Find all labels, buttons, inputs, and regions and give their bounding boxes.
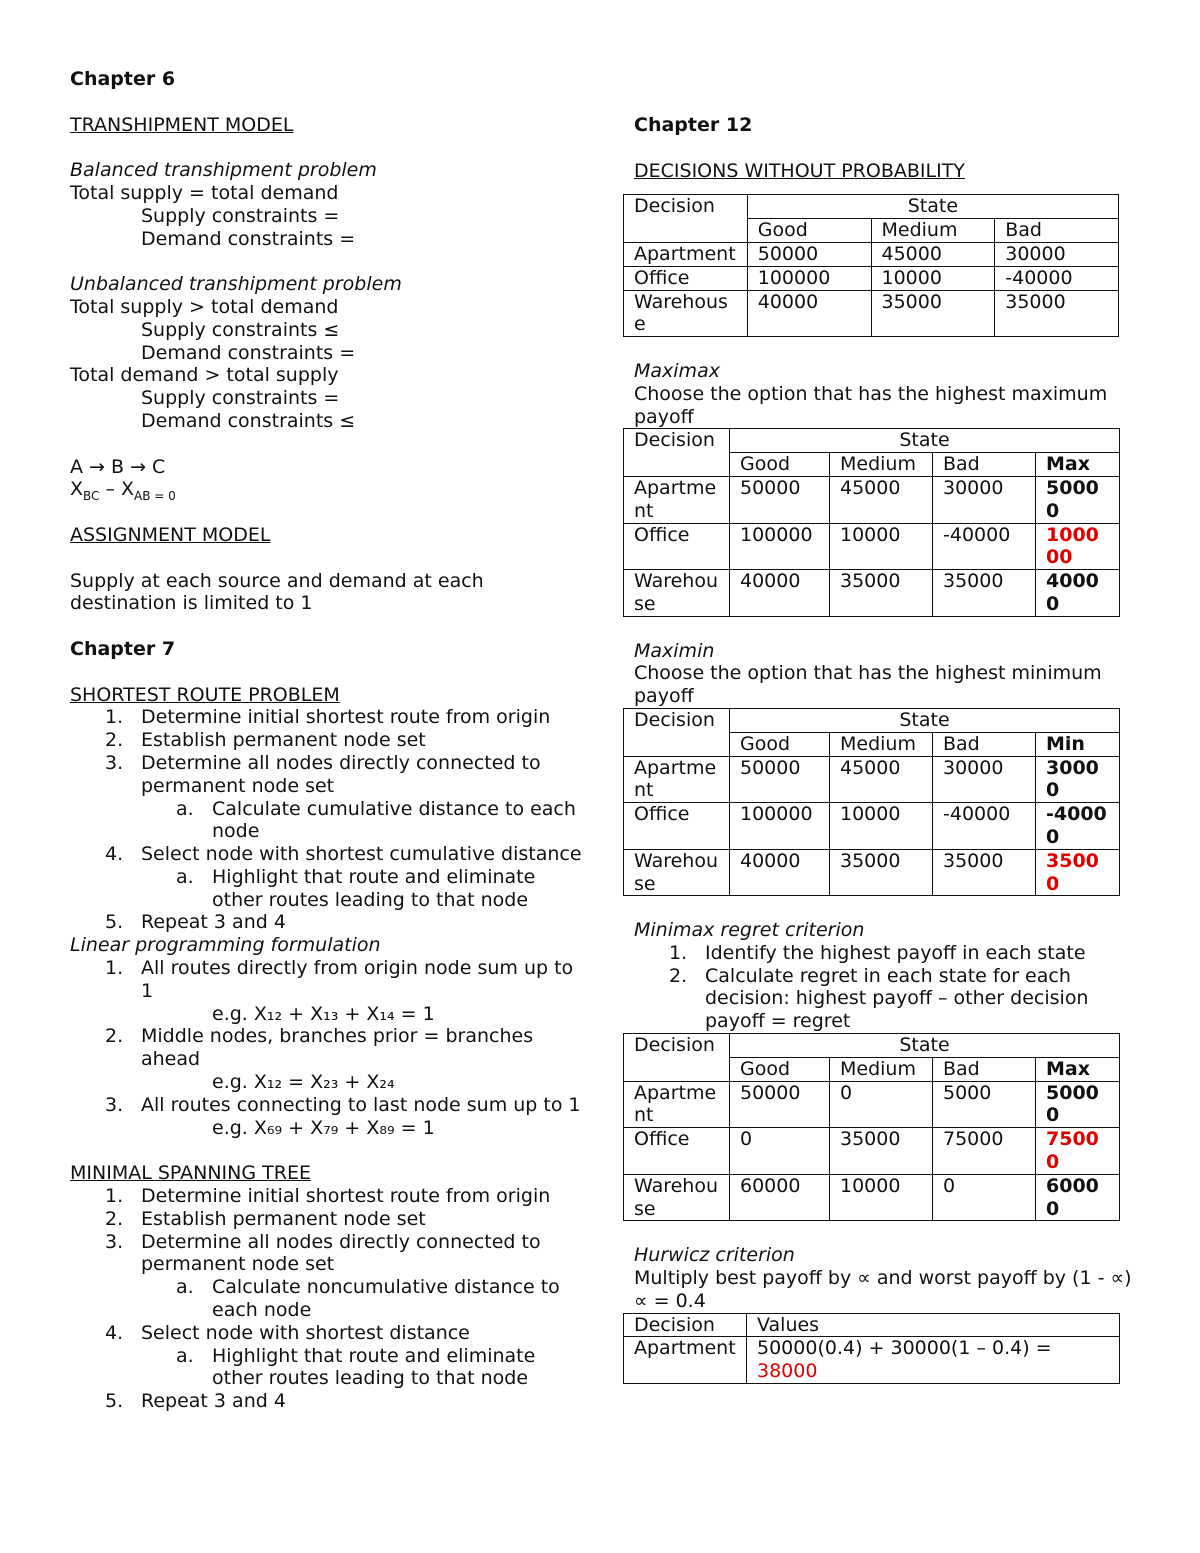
hurwicz-result: 38000 bbox=[757, 1360, 818, 1383]
header-decision: Decision bbox=[624, 708, 730, 756]
cell: 50000 bbox=[730, 1081, 830, 1128]
list-item bbox=[70, 706, 585, 729]
list-item bbox=[70, 957, 585, 1003]
list-text: All routes directly from origin node sum up to 1 bbox=[141, 957, 574, 1002]
unbalanced-line: Demand constraints ≤ bbox=[141, 409, 356, 432]
max-cell: 50000 bbox=[1036, 476, 1120, 523]
row-label: Office bbox=[624, 523, 730, 570]
header-bad: Bad bbox=[995, 219, 1119, 243]
list-item bbox=[70, 752, 585, 798]
list-text: Highlight that route and eliminate other routes leading to that node bbox=[212, 1344, 536, 1390]
cell: -40000 bbox=[933, 803, 1036, 850]
header-decision: Decision bbox=[624, 1034, 730, 1082]
maximax-table bbox=[623, 428, 1120, 616]
alpha-line: ∝ = 0.4 bbox=[634, 1289, 706, 1312]
list-number: 3. bbox=[105, 1093, 124, 1116]
assignment-text: Supply at each source and demand at each destination is limited to 1 bbox=[70, 569, 484, 615]
list-item bbox=[70, 866, 585, 912]
header-state: State bbox=[730, 429, 1120, 453]
list-item bbox=[70, 1094, 585, 1117]
cell: 10000 bbox=[871, 266, 995, 290]
table-row bbox=[624, 1034, 1120, 1058]
list-number: 2. bbox=[669, 964, 688, 987]
list-item bbox=[70, 1322, 585, 1345]
unbalanced-title: Unbalanced transhipment problem bbox=[70, 273, 402, 296]
list-number: 3. bbox=[105, 1230, 124, 1253]
table-row bbox=[624, 849, 1120, 896]
cell: 5000 bbox=[933, 1081, 1036, 1128]
list-item bbox=[70, 911, 585, 934]
list-item bbox=[70, 1390, 585, 1413]
header-bad: Bad bbox=[933, 453, 1036, 477]
cell: 30000 bbox=[933, 476, 1036, 523]
mst-heading: MINIMAL SPANNING TREE bbox=[70, 1162, 311, 1185]
assignment-heading: ASSIGNMENT MODEL bbox=[70, 523, 271, 546]
cell: 35000 bbox=[995, 290, 1119, 337]
list-text: All routes connecting to last node sum up to 1 bbox=[141, 1093, 581, 1116]
list-item bbox=[70, 1345, 585, 1391]
list-number: 4. bbox=[105, 1321, 124, 1344]
maximin-text: Choose the option that has the highest minimum payoff bbox=[634, 662, 1102, 708]
header-good: Good bbox=[730, 732, 830, 756]
table-row bbox=[624, 523, 1120, 570]
cell: 50000 bbox=[747, 242, 871, 266]
min-cell-highlight: 35000 bbox=[1036, 849, 1120, 896]
cell: -40000 bbox=[933, 523, 1036, 570]
max-cell: 50000 bbox=[1036, 1081, 1120, 1128]
list-number: 2. bbox=[105, 1025, 124, 1048]
table-row bbox=[624, 195, 1119, 219]
list-letter: a. bbox=[176, 797, 194, 820]
maximin-title: Maximin bbox=[634, 639, 715, 662]
cell: 40000 bbox=[747, 290, 871, 337]
example-line: e.g. X₁₂ + X₁₃ + X₁₄ = 1 bbox=[212, 1002, 435, 1025]
header-medium: Medium bbox=[830, 732, 933, 756]
header-state: State bbox=[730, 708, 1120, 732]
list-item bbox=[70, 729, 585, 752]
row-label: Warehouse bbox=[624, 290, 748, 337]
list-item bbox=[70, 1276, 585, 1322]
header-decision: Decision bbox=[624, 195, 748, 243]
cell: -40000 bbox=[995, 266, 1119, 290]
hurwicz-table bbox=[623, 1313, 1120, 1384]
max-cell-highlight: 100000 bbox=[1036, 523, 1120, 570]
hurwicz-text: Multiply best payoff by ∝ and worst payoff by (1 - ∝) bbox=[634, 1267, 1132, 1290]
list-number: 2. bbox=[105, 729, 124, 752]
cell: 0 bbox=[730, 1128, 830, 1175]
hurwicz-cell bbox=[747, 1337, 1120, 1384]
minus-x: – X bbox=[99, 478, 135, 501]
balanced-line: Total supply = total demand bbox=[70, 181, 339, 204]
header-state: State bbox=[747, 195, 1118, 219]
table-row bbox=[624, 1128, 1120, 1175]
cell: 40000 bbox=[730, 849, 830, 896]
list-text: Calculate noncumulative distance to each node bbox=[212, 1276, 560, 1322]
chapter-7-title: Chapter 7 bbox=[70, 637, 176, 660]
list-text: Repeat 3 and 4 bbox=[141, 1390, 286, 1413]
cell: 60000 bbox=[730, 1174, 830, 1221]
header-bad: Bad bbox=[933, 1057, 1036, 1081]
cell: 0 bbox=[933, 1174, 1036, 1221]
list-number: 1. bbox=[105, 957, 124, 980]
regret-title: Minimax regret criterion bbox=[634, 919, 865, 942]
max-cell-highlight: 75000 bbox=[1036, 1128, 1120, 1175]
subscript: AB = 0 bbox=[134, 489, 176, 504]
cell: 45000 bbox=[871, 242, 995, 266]
unbalanced-line: Total demand > total supply bbox=[70, 364, 339, 387]
cell: 30000 bbox=[995, 242, 1119, 266]
balanced-line: Supply constraints = bbox=[141, 204, 340, 227]
table-row bbox=[624, 290, 1119, 337]
flow-line: A → B → C bbox=[70, 455, 166, 478]
list-item bbox=[634, 965, 1144, 1033]
cell: 35000 bbox=[830, 849, 933, 896]
list-text: Highlight that route and eliminate other routes leading to that node bbox=[212, 865, 536, 911]
list-letter: a. bbox=[176, 1276, 194, 1299]
dwp-heading: DECISIONS WITHOUT PROBABILITY bbox=[634, 159, 965, 182]
table-row bbox=[624, 1174, 1120, 1221]
header-medium: Medium bbox=[871, 219, 995, 243]
row-label: Apartment bbox=[624, 1337, 747, 1384]
maximax-title: Maximax bbox=[634, 359, 720, 382]
list-number: 5. bbox=[105, 1390, 124, 1413]
list-item bbox=[70, 843, 585, 866]
row-label: Apartment bbox=[624, 476, 730, 523]
list-text: Establish permanent node set bbox=[141, 1207, 426, 1230]
payoff-table bbox=[623, 194, 1119, 337]
list-item bbox=[70, 1208, 585, 1231]
header-good: Good bbox=[747, 219, 871, 243]
cell: 35000 bbox=[830, 570, 933, 617]
header-bad: Bad bbox=[933, 732, 1036, 756]
table-row bbox=[624, 266, 1119, 290]
table-row bbox=[624, 242, 1119, 266]
list-text: Repeat 3 and 4 bbox=[141, 911, 286, 934]
header-max: Max bbox=[1036, 453, 1120, 477]
unbalanced-line: Total supply > total demand bbox=[70, 295, 339, 318]
header-min: Min bbox=[1036, 732, 1120, 756]
header-medium: Medium bbox=[830, 1057, 933, 1081]
list-item bbox=[70, 1231, 585, 1277]
transhipment-heading: TRANSHIPMENT MODEL bbox=[70, 113, 294, 136]
cell: 50000 bbox=[730, 476, 830, 523]
row-label: Apartment bbox=[624, 756, 730, 803]
cell: 0 bbox=[830, 1081, 933, 1128]
hurwicz-title: Hurwicz criterion bbox=[634, 1244, 795, 1267]
table-row bbox=[624, 570, 1120, 617]
example-line: e.g. X₁₂ = X₂₃ + X₂₄ bbox=[212, 1071, 395, 1094]
row-label: Office bbox=[624, 803, 730, 850]
table-row bbox=[624, 756, 1120, 803]
cell: 35000 bbox=[933, 849, 1036, 896]
list-text: Determine all nodes directly connected to permanent node set bbox=[141, 1230, 541, 1276]
list-item bbox=[70, 798, 585, 844]
table-row bbox=[624, 429, 1120, 453]
cell: 35000 bbox=[830, 1128, 933, 1175]
xbc-formula bbox=[70, 478, 585, 504]
min-cell: -40000 bbox=[1036, 803, 1120, 850]
list-text: Middle nodes, branches prior = branches ahead bbox=[141, 1025, 534, 1071]
cell: 50000 bbox=[730, 756, 830, 803]
right-column bbox=[634, 114, 1144, 1384]
list-text: Determine all nodes directly connected to permanent node set bbox=[141, 751, 541, 797]
header-decision: Decision bbox=[624, 429, 730, 477]
list-letter: a. bbox=[176, 1344, 194, 1367]
cell: 45000 bbox=[830, 756, 933, 803]
max-cell: 60000 bbox=[1036, 1174, 1120, 1221]
cell: 100000 bbox=[747, 266, 871, 290]
cell: 100000 bbox=[730, 523, 830, 570]
list-number: 1. bbox=[105, 706, 124, 729]
list-text: Identify the highest payoff in each state bbox=[705, 941, 1086, 964]
header-good: Good bbox=[730, 1057, 830, 1081]
header-state: State bbox=[730, 1034, 1120, 1058]
row-label: Warehouse bbox=[624, 849, 730, 896]
cell: 45000 bbox=[830, 476, 933, 523]
list-text: Establish permanent node set bbox=[141, 729, 426, 752]
list-text: Select node with shortest cumulative distance bbox=[141, 843, 582, 866]
min-cell: 30000 bbox=[1036, 756, 1120, 803]
list-item bbox=[70, 1025, 585, 1071]
unbalanced-line: Supply constraints = bbox=[141, 387, 340, 410]
table-row bbox=[624, 708, 1120, 732]
table-row bbox=[624, 1337, 1120, 1384]
list-number: 1. bbox=[669, 941, 688, 964]
list-number: 3. bbox=[105, 751, 124, 774]
balanced-title: Balanced transhipment problem bbox=[70, 159, 377, 182]
row-label: Apartment bbox=[624, 242, 748, 266]
cell: 30000 bbox=[933, 756, 1036, 803]
cell: 10000 bbox=[830, 1174, 933, 1221]
list-item bbox=[634, 942, 1144, 965]
unbalanced-line: Supply constraints ≤ bbox=[141, 318, 340, 341]
maximax-text: Choose the option that has the highest maximum payoff bbox=[634, 382, 1108, 428]
max-cell: 40000 bbox=[1036, 570, 1120, 617]
row-label: Apartment bbox=[624, 1081, 730, 1128]
table-row bbox=[624, 1313, 1120, 1337]
cell: 10000 bbox=[830, 523, 933, 570]
header-good: Good bbox=[730, 453, 830, 477]
hurwicz-expression: 50000(0.4) + 30000(1 – 0.4) = bbox=[757, 1337, 1052, 1360]
regret-table bbox=[623, 1033, 1120, 1221]
chapter-12-title: Chapter 12 bbox=[634, 114, 753, 136]
maximin-table bbox=[623, 708, 1120, 896]
subscript: BC bbox=[83, 489, 100, 504]
table-row bbox=[624, 476, 1120, 523]
cell: 35000 bbox=[933, 570, 1036, 617]
list-text: Determine initial shortest route from origin bbox=[141, 706, 551, 729]
list-text: Determine initial shortest route from origin bbox=[141, 1185, 551, 1208]
chapter-6-title: Chapter 6 bbox=[70, 68, 176, 90]
shortest-route-heading: SHORTEST ROUTE PROBLEM bbox=[70, 683, 340, 706]
list-number: 2. bbox=[105, 1207, 124, 1230]
row-label: Warehouse bbox=[624, 1174, 730, 1221]
example-line: e.g. X₆₉ + X₇₉ + X₈₉ = 1 bbox=[212, 1116, 435, 1139]
cell: 40000 bbox=[730, 570, 830, 617]
row-label: Office bbox=[624, 1128, 730, 1175]
row-label: Warehouse bbox=[624, 570, 730, 617]
list-number: 5. bbox=[105, 911, 124, 934]
list-number: 4. bbox=[105, 843, 124, 866]
row-label: Office bbox=[624, 266, 748, 290]
table-row bbox=[624, 1081, 1120, 1128]
x-symbol: X bbox=[70, 478, 84, 501]
header-values: Values bbox=[747, 1313, 1120, 1337]
unbalanced-line: Demand constraints = bbox=[141, 341, 356, 364]
list-text: Calculate cumulative distance to each node bbox=[212, 797, 576, 843]
cell: 10000 bbox=[830, 803, 933, 850]
list-text: Select node with shortest distance bbox=[141, 1321, 470, 1344]
cell: 35000 bbox=[871, 290, 995, 337]
list-number: 1. bbox=[105, 1185, 124, 1208]
list-item bbox=[70, 1185, 585, 1208]
lp-title: Linear programming formulation bbox=[70, 934, 381, 957]
cell: 75000 bbox=[933, 1128, 1036, 1175]
header-decision: Decision bbox=[624, 1313, 747, 1337]
list-text: Calculate regret in each state for each decision: highest payoff – other decision payoff = regret bbox=[705, 964, 1089, 1033]
list-letter: a. bbox=[176, 865, 194, 888]
table-row bbox=[624, 803, 1120, 850]
header-medium: Medium bbox=[830, 453, 933, 477]
header-max: Max bbox=[1036, 1057, 1120, 1081]
left-column bbox=[70, 68, 585, 1413]
cell: 100000 bbox=[730, 803, 830, 850]
balanced-line: Demand constraints = bbox=[141, 227, 356, 250]
